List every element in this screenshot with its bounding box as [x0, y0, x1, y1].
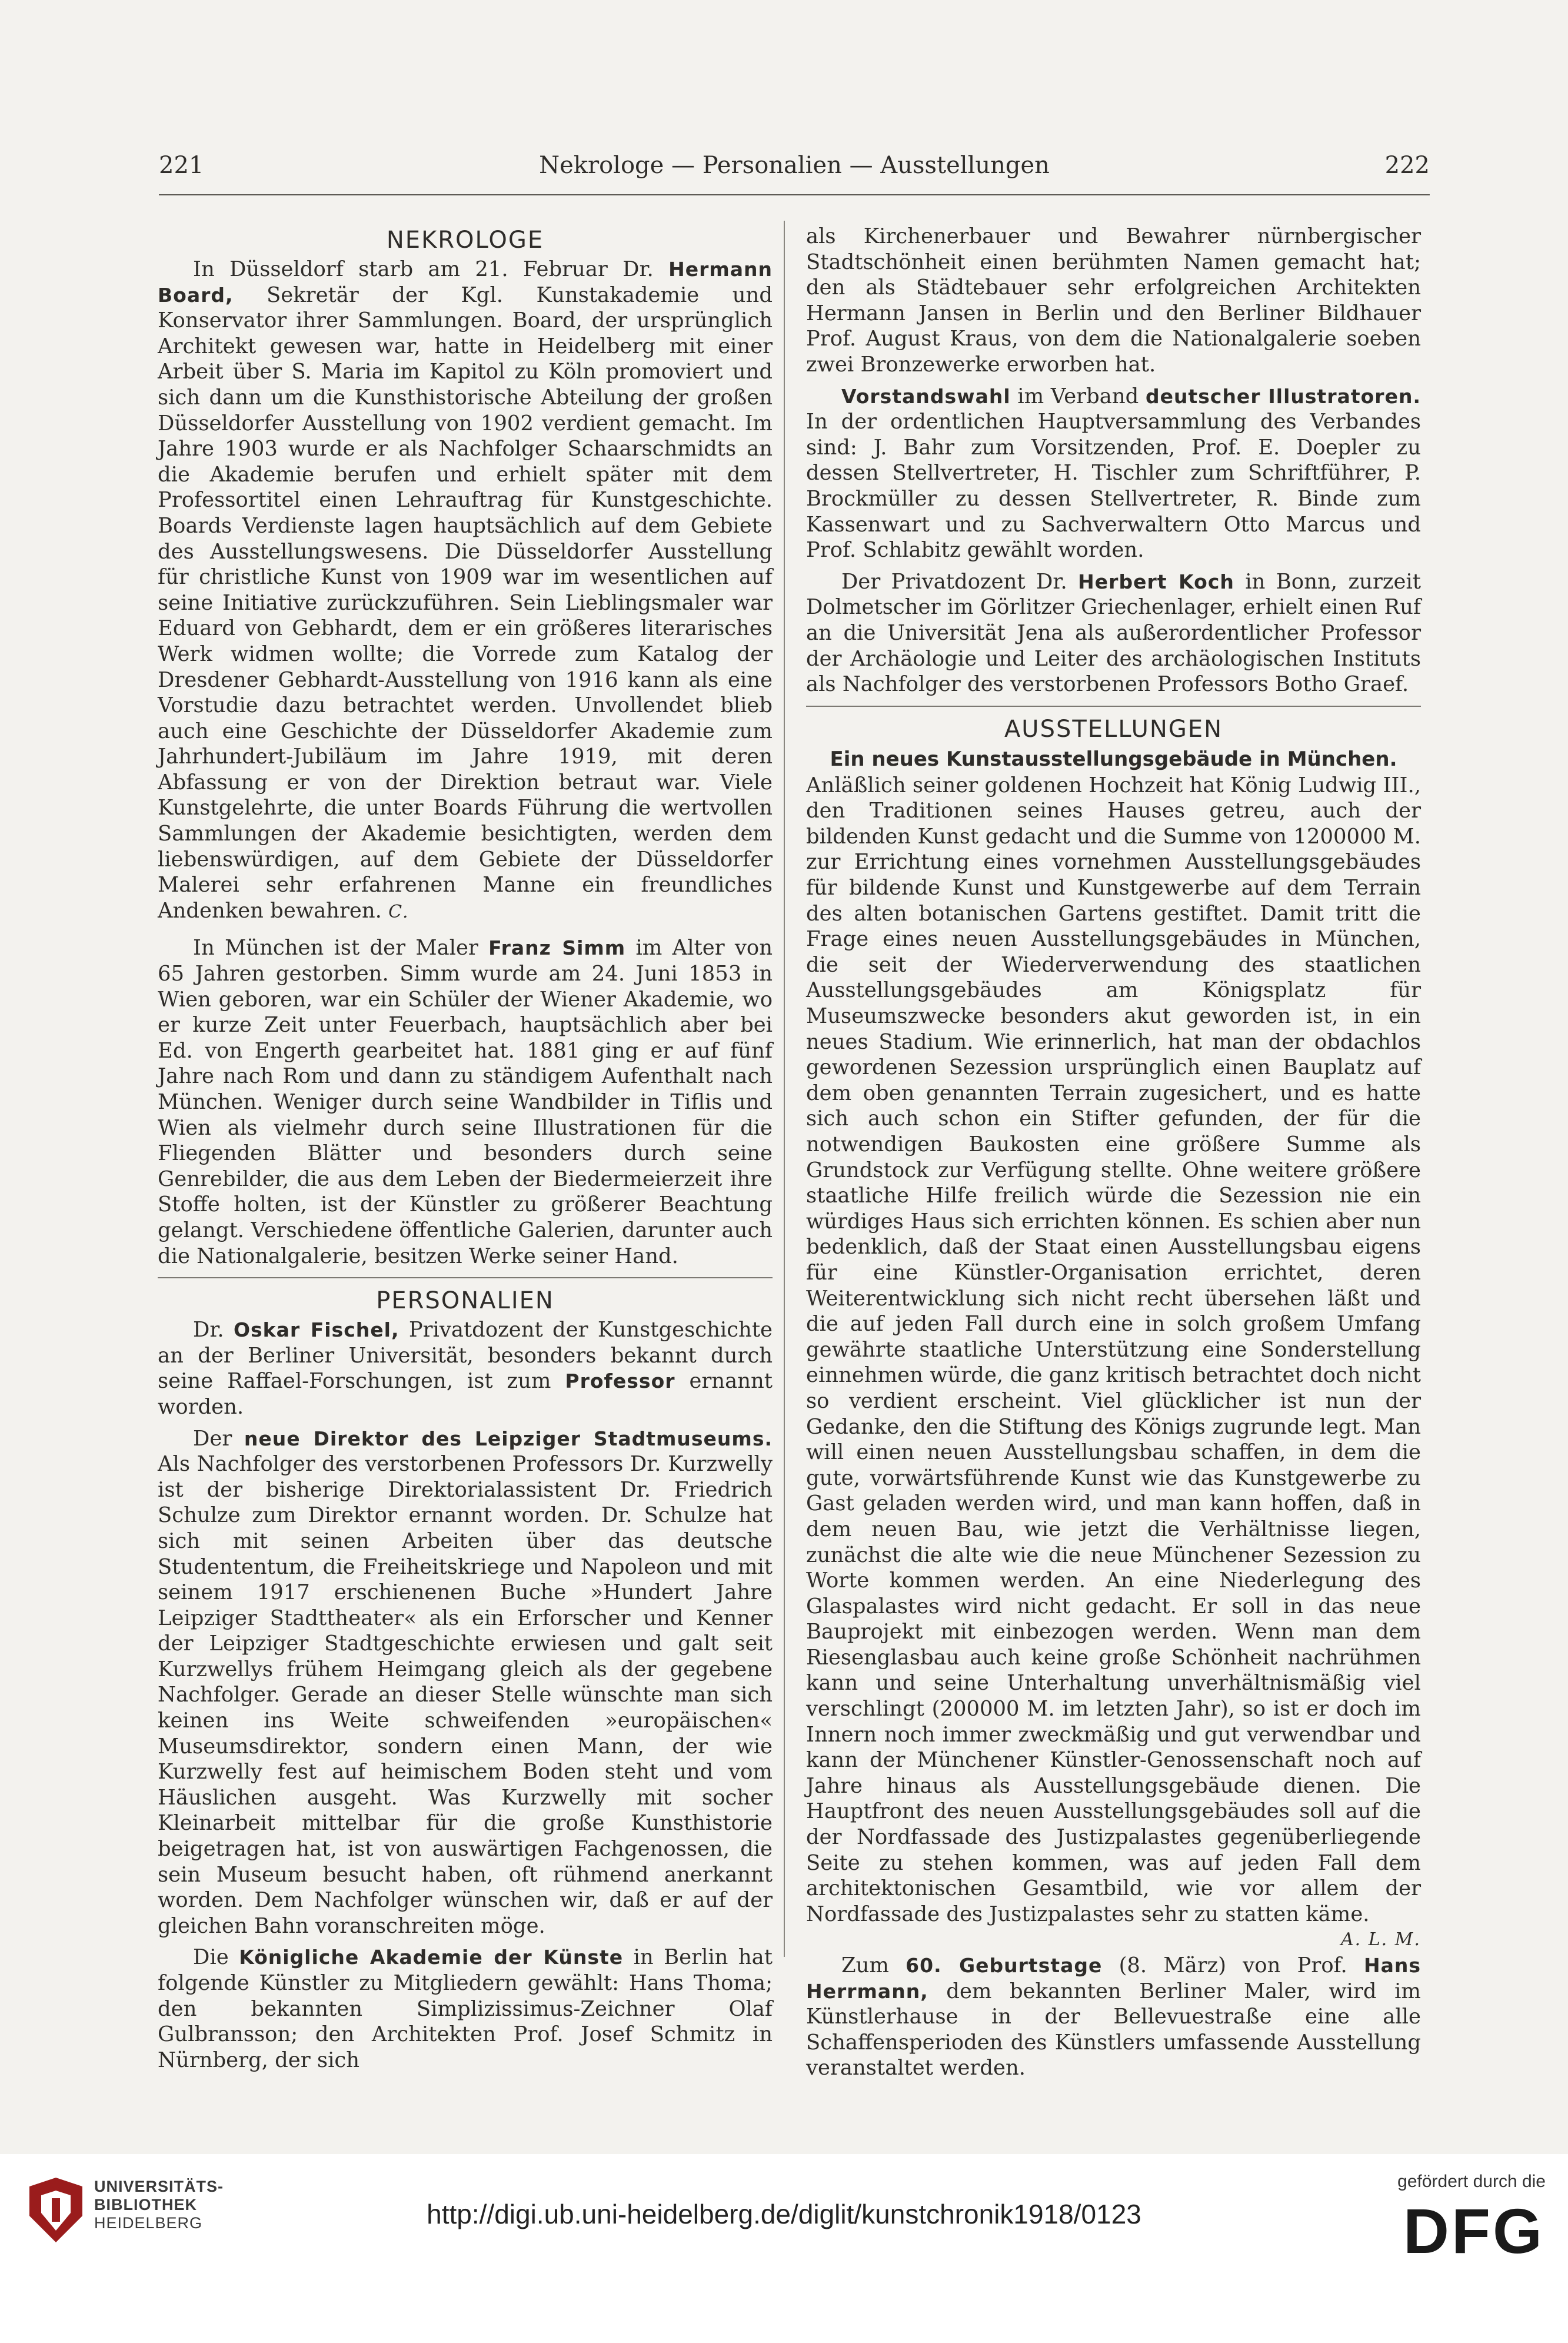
obituary-board: In Düsseldorf starb am 21. Februar Dr. Hermann Board, Sekretär der Kgl. Kunstakademie und Konservator ihrer Sammlungen. Board, der ursprünglich Architekt gewesen war, hatte in Heidelberg mit einer Arbeit über S. Maria im Kapitol zu Köln promoviert und sich dann um die Kunsthistorische Abteilung der großen Düsseldorfer Ausstellung von 1902 verdient gemacht. Im Jahre 1903 wurde er als Nachfolger Schaarschmidts an die Akademie berufen und erhielt später mit dem Professortitel einen Lehrauftrag für Kunstgeschichte. Boards Verdienste lagen hauptsächlich auf dem Gebiete des Ausstellungswesens. Die Düsseldorfer Ausstellung für christliche Kunst von 1909 war im wesentlichen auf seine Initiative zurückzuführen. Sein Lieblingsmaler war Eduard von Gebhardt, dem er ein größeres literarisches Werk widmen wollte; die Vorrede zum Katalog der Dresdener Gebhardt-Ausstellung von 1916 kann als eine Vorstudie dazu betrachtet werden. Unvollendet blieb auch eine Geschichte der Düsseldorfer Akademie zum Jahrhundert-Jubiläum im Jahre 1919, mit deren Abfassung er von der Direktion betraut war. Viele Kunstgelehrte, die unter Boards Führung die wertvollen Sammlungen der Akademie besichtigten, werden dem liebenswürdigen, auf dem Gebiete der Düsseldorfer Malerei sehr erfahrenen Manne ein freundliches Andenken bewahren. C.: [158, 257, 773, 923]
name-illustratoren: deutscher Illustratoren.: [1145, 384, 1421, 408]
koch-note: Der Privatdozent Dr. Herbert Koch in Bonn, zurzeit Dolmetscher im Görlitzer Griechenlager, erhielt einen Ruf an die Universität Jena als außerordentlicher Professor der Archäologie und Leiter des archäologischen Instituts als Nachfolger des verstorbenen Professors Botho Graef.: [806, 569, 1421, 697]
title-professor: Professor: [565, 1370, 675, 1393]
name-vorstandswahl: Vorstandswahl: [841, 384, 1011, 408]
nekrologe-heading: NEKROLOGE: [386, 227, 544, 254]
left-column: [158, 224, 773, 2073]
name-oskar-fischel: Oskar Fischel,: [233, 1318, 400, 1342]
personalia-akademie: Die Königliche Akademie der Künste in Berlin hat folgende Künstler zu Mitgliedern gewählt: Hans Thoma; den bekannten Simplizissimus-Zeichner Olaf Gulbransson; den Architekten Prof. Josef Schmitz in Nürnberg, der sich: [158, 1945, 773, 2072]
vorstandswahl: Vorstandswahl im Verband deutscher Illustratoren. In der ordentlichen Hauptversammlung des Verbandes sind: J. Bahr zum Vorsitzenden, Prof. E. Doepler zu dessen Stellvertreter, H. Tischler zum Schriftführer, P. Brockmüller zu dessen Stellvertreter, R. Binde zum Kassenwart und zu Sachverwaltern Otto Marcus und Prof. Schlabitz gewählt worden.: [806, 384, 1421, 563]
page-number-right: 222: [1384, 152, 1430, 179]
name-hans-herrmann: Hans Herrmann,: [806, 1954, 1421, 2003]
geburtstag-note: Zum 60. Geburtstage (8. März) von Prof. Hans Herrmann, dem bekannten Berliner Maler, wird im Künstlerhause in der Bellevuestraße eine alle Schaffensperioden des Künstlers umfassende Ausstellung veranstaltet werden.: [806, 1953, 1421, 2081]
ausstellung-text: Anläßlich seiner goldenen Hochzeit hat König Ludwig III., den Traditionen seines Hauses getreu, auch der bildenden Kunst gedacht und die Summe von 1200000 M. zur Errichtung eines vornehmen Ausstellungsgebäudes für bildende Kunst und Kunstgewerbe auf dem Terrain des alten botanischen Gartens gestiftet. Damit tritt die Frage eines neuen Ausstellungsgebäudes in München, die seit der Wiederverwendung des staatlichen Ausstellungsgebäudes am Königsplatz für Museumszwecke besonders akut geworden ist, in ein neues Stadium. Wie erinnerlich, hat man der obdachlos gewordenen Sezession ursprünglich einen Bauplatz auf dem oben genannten Terrain zugesichert, und es hatte sich auch schon ein Stifter gefunden, der für die notwendigen Baukosten eine größere Summe als Grundstock zur Verfügung stellte. Ohne weitere größere staatliche Hilfe freilich würde die Sezession nie ein würdiges Haus sich errichten können. Es schien aber nun bedenklich, daß der Staat einen Ausstellungsbau eigens für eine Künstler-Organisation errichtet, deren Weiterentwicklung sich nicht recht übersehen läßt und die auf jeden Fall durch eine in solch großem Umfang gewährte staatliche Unterstützung eine Sonderstellung einnehmen würde, die ganz kritisch betrachtet doch nicht so verdient erscheint. Viel glücklicher ist nun der Gedanke, den die Stiftung des Königs zugrunde legt. Man will einen neuen Ausstellungsbau schaffen, in dem die gute, vorwärtsführende Kunst wie das Kunstgewerbe zu Gast geladen werden wird, und man kann hoffen, daß in dem neuen Bau, wie jetzt die Verhältnisse liegen, zunächst die alte wie die neue Münchener Sezession zu Worte kommen werden. An eine Niederlegung des Glaspalastes wird nicht gedacht. Er soll in das neue Bauprojekt mit einbezogen werden. Wenn man dem Riesenglasbau auch keine große Schönheit nachrühmen kann und seine Unterhaltung unverhältnismäßig viel verschlingt (200000 M. im letzten Jahr), so ist er doch im Innern noch immer zweckmäßig und gut verwendbar und kann der Münchener Künstler-Genossenschaft noch auf Jahre hinaus als Ausstellungsgebäude dienen. Die Hauptfront des neuen Ausstellungsgebäudes soll auf die der Nordfassade des Justizpalastes gegenüberliegende Seite zu stehen kommen, was auf jeden Fall dem architektonischen Gesamtbild, wie vor allem der Nordfassade des Justizpalastes sehr zu statten käme. A. L. M.: [806, 773, 1421, 1927]
name-herbert-koch: Herbert Koch: [1078, 570, 1234, 593]
right-column: [806, 224, 1421, 2081]
ausstellungen-heading: AUSSTELLUNGEN: [1004, 715, 1223, 743]
name-geburtstag: 60. Geburtstage: [905, 1954, 1103, 1977]
column-divider: [784, 221, 785, 1957]
page-number-left: 221: [159, 152, 204, 179]
continued-text: als Kirchenerbauer und Bewahrer nürnbergischer Stadtschönheit einen berühmten Namen gemacht hat; den als Städtebauer sehr erfolgreichen Architekten Hermann Jansen in Berlin und den Berliner Bildhauer Prof. August Kraus, von dem die Nationalgalerie soeben zwei Bronzewerke erworben hat.: [806, 224, 1421, 377]
personalia-leipzig: Der neue Direktor des Leipziger Stadtmuseums. Als Nachfolger des verstorbenen Professors Dr. Kurzwelly ist der bisherige Direktorialassistent Dr. Friedrich Schulze zum Direktor ernannt worden. Dr. Schulze hat sich mit seinen Arbeiten über das deutsche Studententum, die Freiheitskriege und Napoleon und mit seinem 1917 erschienenen Buche »Hundert Jahre Leipziger Stadttheater« als ein Erforscher und Kenner der Leipziger Stadtgeschichte erwiesen und galt seit Kurzwellys frühem Heimgang gleich als der gegebene Nachfolger. Gerade an dieser Stelle wünschte man sich keinen ins Weite schweifenden »europäischen« Museumsdirektor, sondern einen Mann, der wie Kurzwelly fest auf heimischem Boden steht und vom Häuslichen ausgeht. Was Kurzwelly mit socher Kleinarbeit mittelbar für die große Kunsthistorie beigetragen hat, ist von auswärtigen Fachgenossen, die sein Museum besucht haben, oft rühmend anerkannt worden. Dem Nachfolger wünschen wir, daß er auf der gleichen Bahn voranschreiten möge.: [158, 1426, 773, 1938]
ausstellung-subheading: Ein neues Kunstausstellungsgebäude in München.: [830, 747, 1397, 771]
name-akademie: Königliche Akademie der Künste: [239, 1946, 624, 1969]
section-rule: [158, 1277, 773, 1278]
running-title: Nekrologe — Personalien — Ausstellungen: [539, 152, 1050, 179]
personalia-fischel: Dr. Oskar Fischel, Privatdozent der Kunstgeschichte an der Berliner Universität, besonders bekannt durch seine Raffael-Forschungen, ist zum Professor ernannt worden.: [158, 1318, 773, 1419]
obituary-simm: In München ist der Maler Franz Simm im Alter von 65 Jahren gestorben. Simm wurde am 24. Juni 1853 in Wien geboren, war ein Schüler der Wiener Akademie, wo er kurze Zeit unter Feuerbach, hauptsächlich aber bei Ed. von Engerth gearbeitet hat. 1881 ging er auf fünf Jahre nach Rom und dann zu ständigem Aufenthalt nach München. Weniger durch seine Wandbilder in Tiflis und Wien als vielmehr durch seine Illustrationen für die Fliegenden Blätter und besonders durch seine Genrebilder, die aus dem Leben der Biedermeierzeit ihre Stoffe holten, ist der Künstler zu größerer Beachtung gelangt. Verschiedene öffentliche Galerien, darunter auch die Nationalgalerie, besitzen Werke seiner Hand.: [158, 936, 773, 1268]
signature-alm: A. L. M.: [1341, 1929, 1421, 1950]
name-hermann-board: Hermann Board,: [158, 258, 773, 307]
footer-bar: [0, 2154, 1568, 2343]
library-name: UNIVERSITÄTS- BIBLIOTHEK HEIDELBERG: [94, 2178, 224, 2232]
header-rule: [159, 194, 1430, 195]
funded-by-label: gefördert durch die: [1397, 2172, 1546, 2191]
name-leipzig-director: neue Direktor des Leipziger Stadtmuseums.: [244, 1427, 773, 1450]
signature-c: C.: [388, 901, 410, 922]
personalien-heading: PERSONALIEN: [376, 1287, 554, 1315]
section-rule: [806, 706, 1421, 707]
dfg-logo: DFG: [1403, 2195, 1544, 2266]
running-head: [159, 152, 1430, 193]
permalink-url[interactable]: http://digi.ub.uni-heidelberg.de/diglit/kunstchronik1918/0123: [427, 2199, 1141, 2229]
name-franz-simm: Franz Simm: [488, 936, 626, 960]
